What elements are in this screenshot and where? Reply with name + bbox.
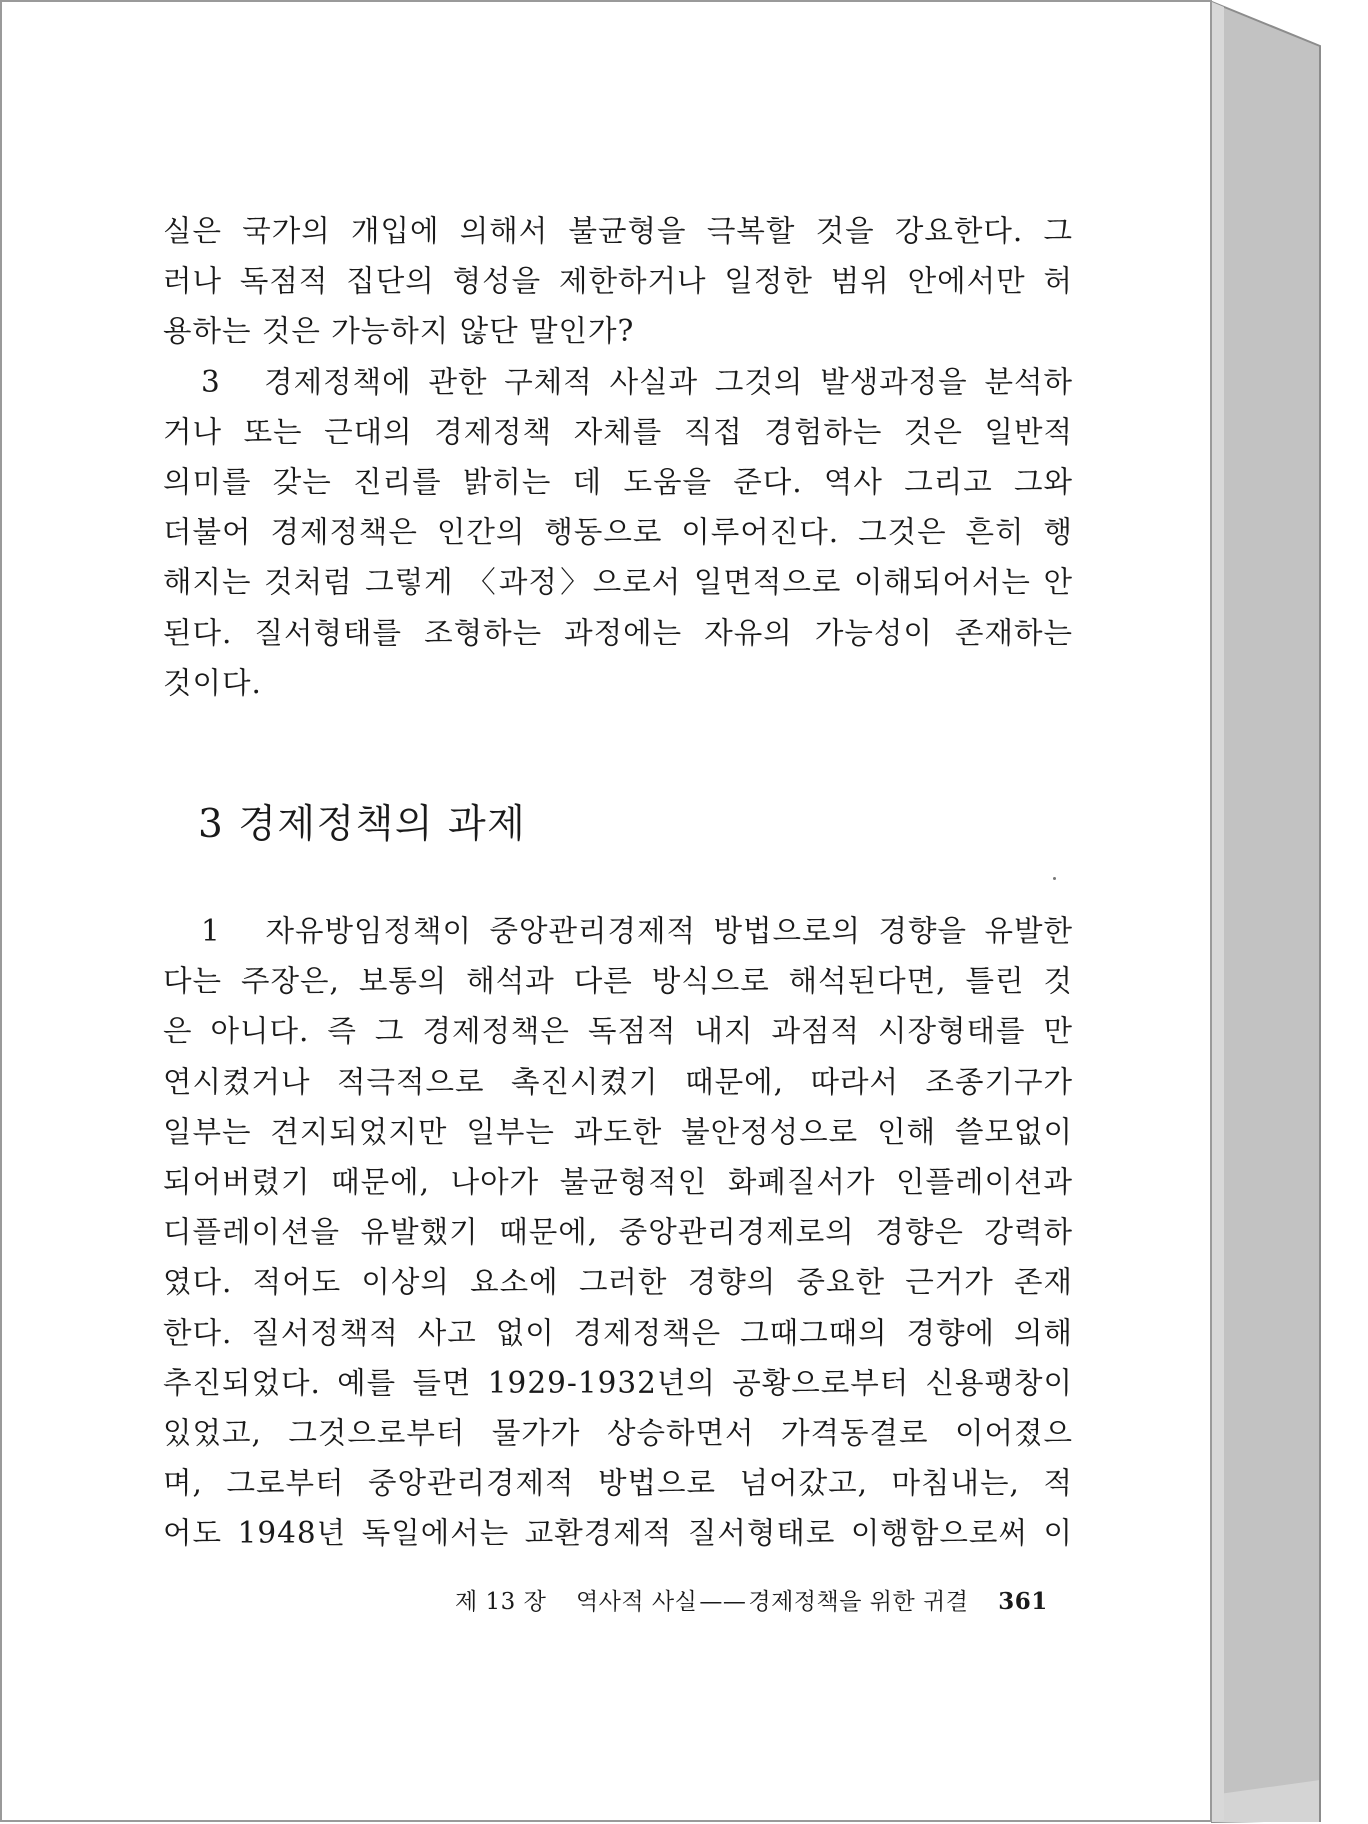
paragraph-start-line: 3 경제정책에 관한 구체적 사실과 그것의 발생과정을 분석하	[201, 364, 1073, 399]
print-speck	[1053, 877, 1056, 880]
footer-title-part1: 역사적 사실	[575, 1589, 698, 1615]
text-line: 러나 독점적 집단의 형성을 제한하거나 일정한 범위 안에서만 허	[163, 264, 1073, 299]
text-block-top	[163, 206, 1073, 708]
text-line: 어도 1948년 독일에서는 교환경제적 질서형태로 이행함으로써 이	[163, 1516, 1073, 1551]
book-edge	[1210, 0, 1368, 1824]
text-line: 해지는 것처럼 그렇게 〈과정〉으로서 일면적으로 이해되어서는 안	[163, 565, 1073, 600]
text-line: 실은 국가의 개입에 의해서 불균형을 극복할 것을 강요한다. 그	[163, 214, 1073, 248]
text-line: 것이다.	[163, 665, 262, 700]
text-line: 있었고, 그것으로부터 물가가 상승하면서 가격동결로 이어졌으	[163, 1415, 1073, 1450]
text-line: 다는 주장은, 보통의 해석과 다른 방식으로 해석된다면, 틀린 것	[163, 964, 1073, 999]
text-line: 되어버렸기 때문에, 나아가 불균형적인 화폐질서가 인플레이션과	[163, 1164, 1073, 1199]
section-heading: 3 경제정책의 과제	[198, 802, 527, 847]
text-line: 였다. 적어도 이상의 요소에 그러한 경향의 중요한 근거가 존재	[163, 1265, 1073, 1300]
text-line: 디플레이션을 유발했기 때문에, 중앙관리경제로의 경향은 강력하	[163, 1215, 1073, 1250]
text-line: 의미를 갖는 진리를 밝히는 데 도움을 준다. 역사 그리고 그와	[163, 464, 1073, 499]
text-line: 용하는 것은 가능하지 않단 말인가?	[163, 314, 635, 349]
text-line: 된다. 질서형태를 조형하는 과정에는 자유의 가능성이 존재하는	[163, 615, 1073, 650]
text-line: 연시켰거나 적극적으로 촉진시켰기 때문에, 따라서 조종기구가	[163, 1064, 1073, 1099]
footer-chapter: 제 13 장	[455, 1589, 547, 1615]
footer-dash: ——	[699, 1589, 747, 1615]
text-line: 추진되었다. 예를 들면 1929-1932년의 공황으로부터 신용팽창이	[163, 1365, 1073, 1400]
text-line: 은 아니다. 즉 그 경제정책은 독점적 내지 과점적 시장형태를 만	[163, 1014, 1073, 1049]
text-line: 며, 그로부터 중앙관리경제적 방법으로 넘어갔고, 마침내는, 적	[163, 1466, 1073, 1501]
text-line: 한다. 질서정책적 사고 없이 경제정책은 그때그때의 경향에 의해	[163, 1315, 1073, 1350]
running-footer	[455, 1584, 1048, 1620]
edge-face	[1212, 2, 1320, 1822]
text-line: 더불어 경제정책은 인간의 행동으로 이루어진다. 그것은 흔히 행	[163, 515, 1073, 550]
paragraph-start-line: 1 자유방임정책이 중앙관리경제적 방법으로의 경향을 유발한	[201, 914, 1073, 948]
text-block-bottom	[163, 906, 1073, 1558]
text-line: 거나 또는 근대의 경제정책 자체를 직접 경험하는 것은 일반적	[163, 414, 1073, 449]
page-number: 361	[998, 1588, 1048, 1615]
text-line: 일부는 견지되었지만 일부는 과도한 불안정성으로 인해 쓸모없이	[163, 1114, 1073, 1149]
footer-title-part2: 경제정책을 위한 귀결	[748, 1589, 969, 1615]
